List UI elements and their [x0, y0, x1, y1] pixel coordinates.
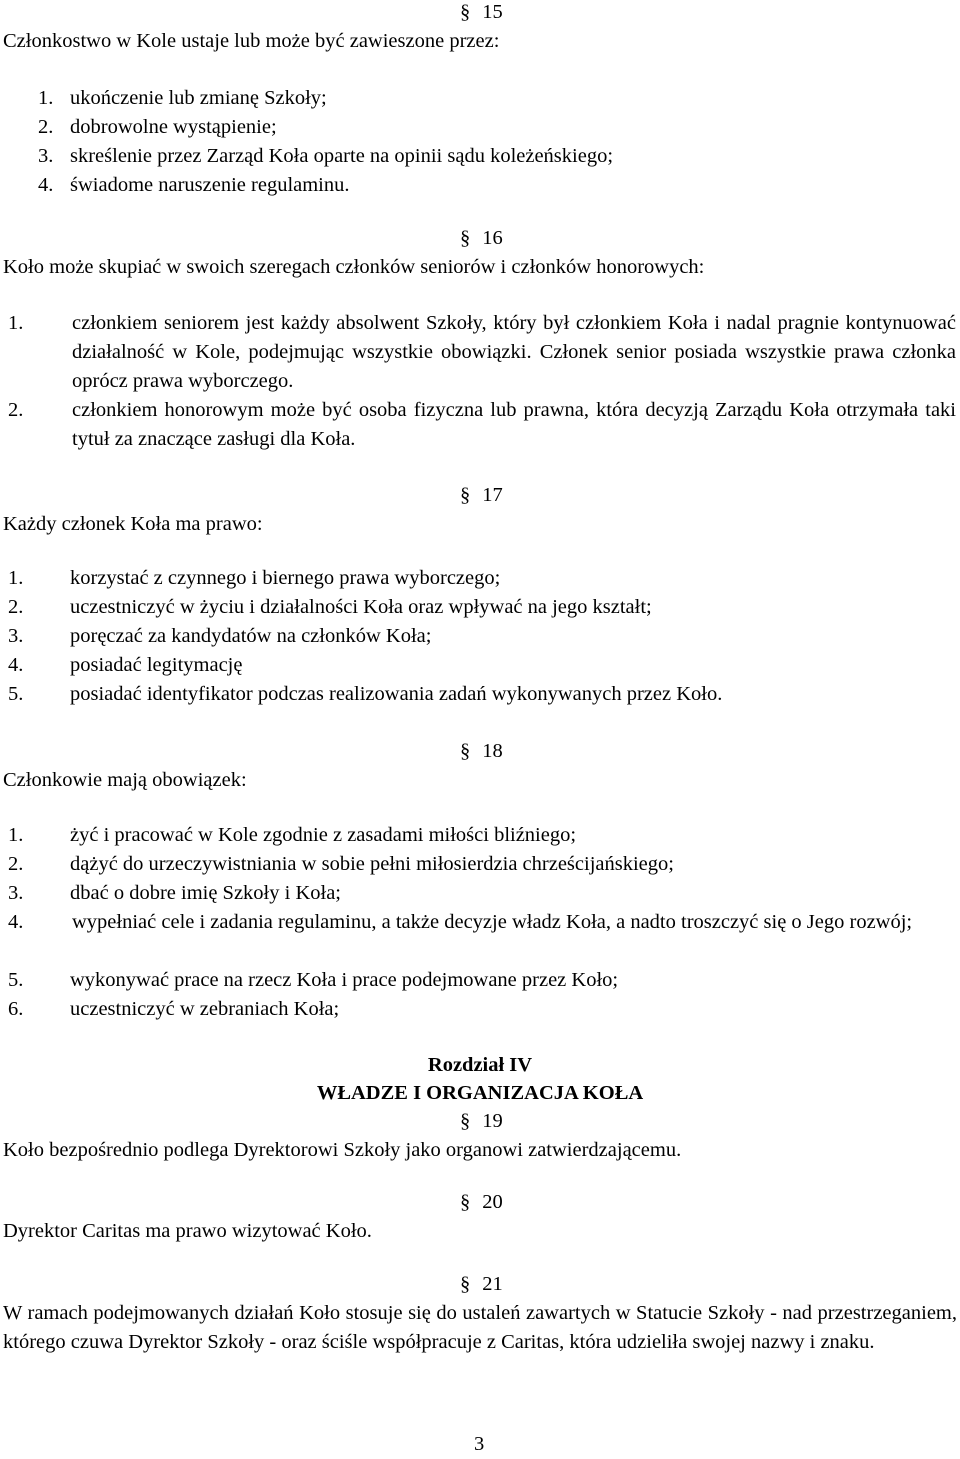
list-item: 1. korzystać z czynnego i biernego prawa wyborczego; [8, 567, 501, 589]
list-item: 2. dobrowolne wystąpienie; [38, 116, 277, 138]
section-heading-15 [460, 0, 503, 27]
p20-text: Dyrektor Caritas ma prawo wizytować Koło. [3, 1220, 372, 1242]
list-item: 6. uczestniczyć w zebraniach Koła; [8, 998, 340, 1020]
section-heading-21: § 21 [460, 1273, 503, 1295]
p21-text: W ramach podejmowanych działań Koło stosuje się do ustaleń zawartych w Statucie Szkoły - nad przestrzeganiem, którego czuwa Dyrektor Szkoły - oraz ściśle współpracuje z Caritas, która udzieliła swojej nazwy i znaku. [3, 1302, 957, 1353]
list-item: 4. świadome naruszenie regulaminu. [38, 174, 350, 196]
p15-intro: Członkostwo w Kole ustaje lub może być zawieszone przez: [3, 30, 500, 52]
list-item: 4. posiadać legitymację [8, 654, 243, 676]
p16-intro: Koło może skupiać w swoich szeregach członków seniorów i członków honorowych: [3, 256, 705, 278]
page-number: 3 [474, 1433, 485, 1455]
section-heading-17: § 17 [460, 484, 503, 506]
section-symbol: § [460, 1, 471, 23]
p18-intro: Członkowie mają obowiązek: [3, 769, 247, 791]
list-item: 3. dbać o dobre imię Szkoły i Koła; [8, 882, 341, 904]
chapter-subtitle: WŁADZE I ORGANIZACJA KOŁA [316, 1082, 644, 1104]
list-item: 1. żyć i pracować w Kole zgodnie z zasadami miłości bliźniego; [8, 824, 577, 846]
p17-intro: Każdy członek Koła ma prawo: [3, 513, 263, 535]
list-item: 2. członkiem honorowym może być osoba fizyczna lub prawna, która decyzją Zarządu Koła otrzymała taki tytuł za znaczące zasługi dla Koła. [8, 399, 956, 450]
section-heading-18: § 18 [460, 740, 503, 762]
list-item: 3. skreślenie przez Zarząd Koła oparte na opinii sądu koleżeńskiego; [38, 145, 614, 167]
list-item: 2. dążyć do urzeczywistniania w sobie pełni miłosierdzia chrześcijańskiego; [8, 853, 674, 875]
section-heading-19: § 19 [460, 1110, 503, 1132]
chapter-title: Rozdział IV [427, 1054, 533, 1076]
list-item: 5. wykonywać prace na rzecz Koła i prace podejmowane przez Koło; [8, 969, 619, 991]
section-number: 15 [482, 1, 503, 23]
list-item: 3. poręczać za kandydatów na członków Koła; [8, 625, 432, 647]
p19-text: Koło bezpośrednio podlega Dyrektorowi Szkoły jako organowi zatwierdzającemu. [3, 1139, 682, 1161]
section-heading-20: § 20 [460, 1191, 503, 1213]
list-item: 5. posiadać identyfikator podczas realizowania zadań wykonywanych przez Koło. [8, 683, 723, 705]
section-heading-16: § 16 [460, 227, 503, 249]
list-item: 2. uczestniczyć w życiu i działalności Koła oraz wpływać na jego kształt; [8, 596, 652, 618]
list-item: 4. wypełniać cele i zadania regulaminu, a także decyzje władz Koła, a nadto troszczyć się o Jego rozwój; [8, 911, 913, 933]
list-item: 1. członkiem seniorem jest każdy absolwent Szkoły, który był członkiem Koła i nadal pragnie kontynuować działalność w Kole, podejmując wszystkie obowiązki. Członek senior posiada wszystkie prawa członka oprócz prawa wyborczego. [8, 312, 956, 392]
list-item: 1. ukończenie lub zmianę Szkoły; [38, 87, 327, 109]
